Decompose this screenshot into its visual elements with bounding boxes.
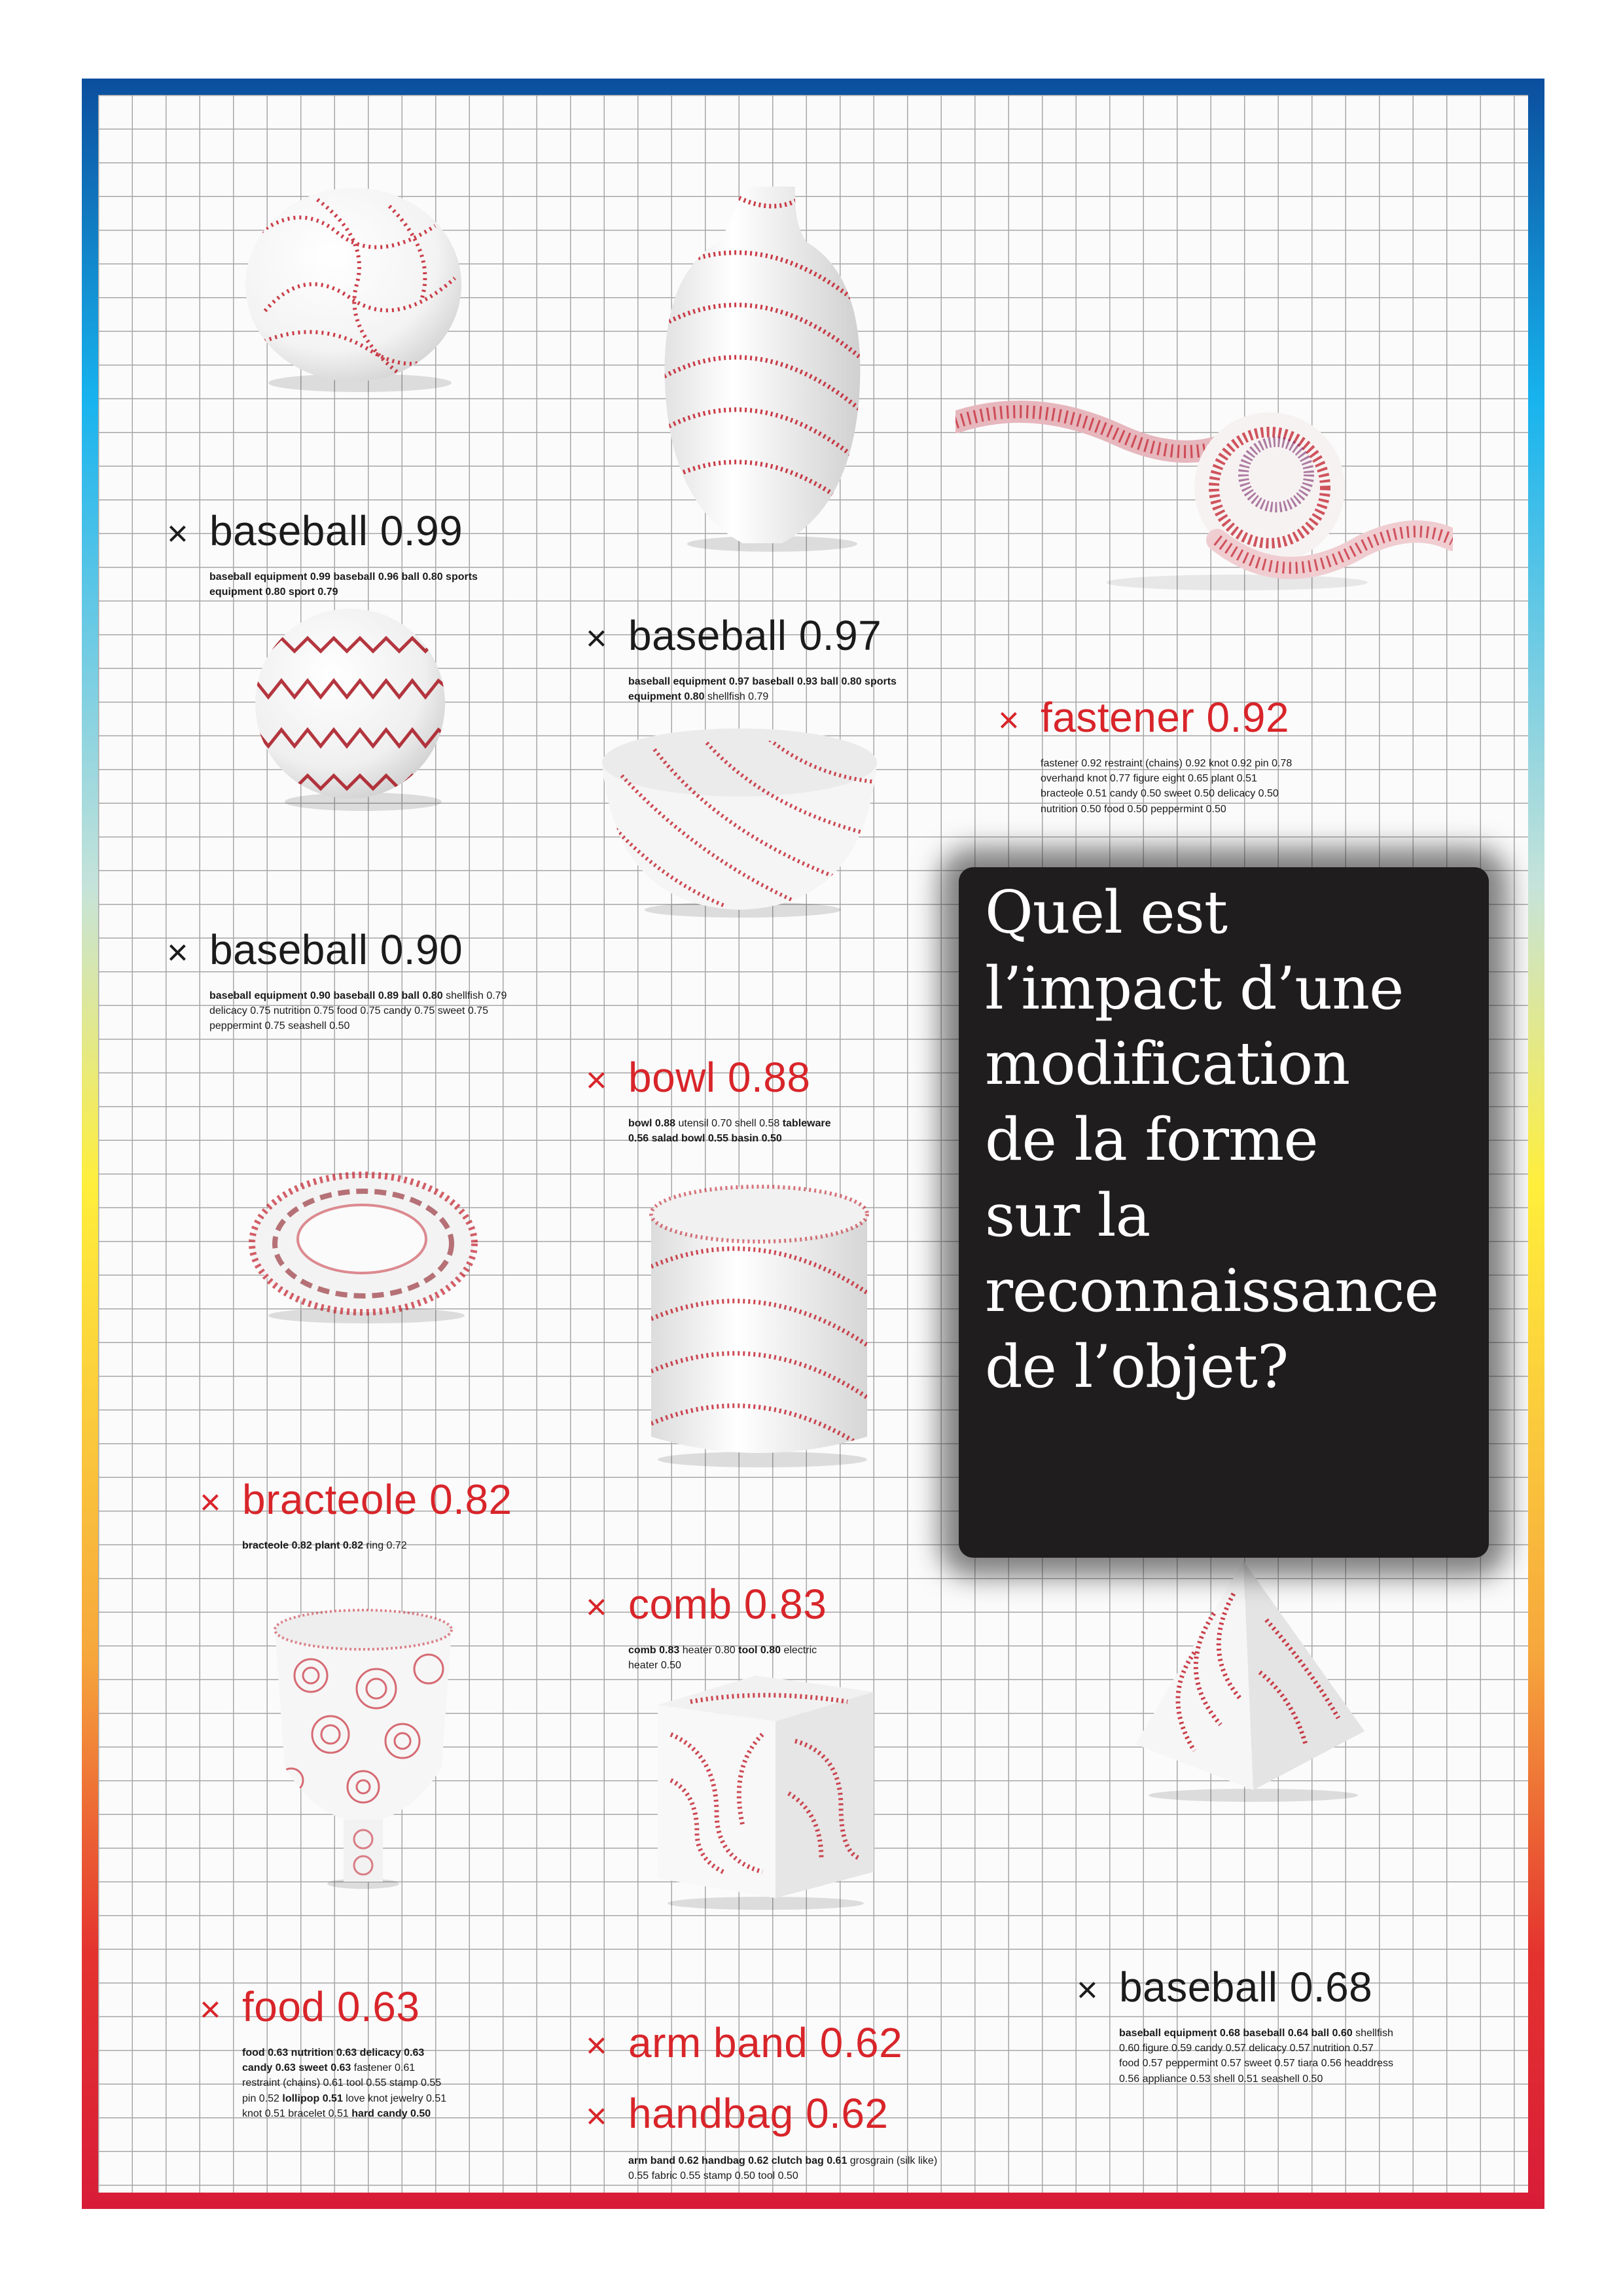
- prediction-label: food 0.63: [242, 1983, 420, 2030]
- wrong-mark-icon: ×: [200, 1481, 221, 1522]
- grid-paper: [98, 95, 1528, 2193]
- question-text: Quel est l’impact d’une modification de la forme sur la reconnaissance de l’objet?: [985, 878, 1438, 1401]
- prediction-scores: bowl 0.88 utensil 0.70 shell 0.58 tableware 0.56 salad bowl 0.55 basin 0.50: [628, 1118, 831, 1145]
- torus-render: [245, 1168, 481, 1325]
- prediction-scores: food 0.63 nutrition 0.63 delicacy 0.63 candy 0.63 sweet 0.63 fastener 0.61 restraint (chains) 0.61 tool 0.55 stamp 0.55 pin 0.52 lollipop 0.51 love knot jewelry 0.51 knot 0.51 bracelet 0.51 hard candy 0.50: [242, 2047, 447, 2119]
- prediction-scores: baseball equipment 0.90 baseball 0.89 ball 0.80 shellfish 0.79 delicacy 0.75 nutrition 0.75 food 0.75 candy 0.75 sweet 0.75 peppermint 0.75 seashell 0.50: [209, 990, 507, 1032]
- wrong-mark-icon: ×: [586, 2024, 607, 2066]
- knot-render: [955, 376, 1453, 592]
- correct-mark-icon: ×: [167, 512, 188, 554]
- prediction-label: fastener 0.92: [1041, 694, 1290, 741]
- prediction-label: bracteole 0.82: [242, 1476, 512, 1523]
- vase-render: [651, 180, 874, 553]
- sphere-zigzag-render: [242, 605, 458, 815]
- prediction-scores: arm band 0.62 handbag 0.62 clutch bag 0.61 grosgrain (silk like) 0.55 fabric 0.55 stamp 0.50 tool 0.50: [628, 2155, 938, 2182]
- bowl-render: [596, 723, 883, 920]
- prediction-label: bowl 0.88: [628, 1054, 811, 1101]
- correct-mark-icon: ×: [167, 931, 188, 973]
- correct-mark-icon: ×: [586, 617, 607, 658]
- prediction-scores: bracteole 0.82 plant 0.82 ring 0.72: [242, 1540, 407, 1551]
- wrong-mark-icon: ×: [586, 1059, 607, 1100]
- prediction-scores: fastener 0.92 restraint (chains) 0.92 knot 0.92 pin 0.78 overhand knot 0.77 figure eight 0.65 plant 0.51 bracteole 0.51 candy 0.50 sweet 0.50 delicacy 0.50 nutrition 0.50 food 0.50 peppermint 0.50: [1041, 758, 1293, 815]
- cube-render: [645, 1662, 887, 1911]
- wrong-mark-icon: ×: [586, 2095, 607, 2136]
- prediction-label-secondary: handbag 0.62: [628, 2090, 889, 2137]
- prediction-scores: comb 0.83 heater 0.80 tool 0.80 electric heater 0.50: [628, 1645, 817, 1672]
- correct-mark-icon: ×: [1077, 1969, 1098, 2010]
- prediction-label: baseball 0.97: [628, 612, 882, 659]
- wrong-mark-icon: ×: [586, 1586, 607, 1627]
- prediction-label: baseball 0.99: [209, 507, 463, 554]
- cylinder-render: [645, 1181, 874, 1469]
- prediction-label: baseball 0.90: [209, 926, 463, 973]
- prediction-scores: baseball equipment 0.68 baseball 0.64 ball 0.60 shellfish 0.60 figure 0.59 candy 0.57 delicacy 0.57 nutrition 0.57 food 0.57 peppermint 0.57 sweet 0.57 tiara 0.56 headdress 0.56 appliance 0.53 shell 0.51 seashell 0.50: [1119, 2028, 1393, 2085]
- tetrahedron-render: [1122, 1554, 1378, 1803]
- wrong-mark-icon: ×: [998, 699, 1020, 740]
- prediction-label: arm band 0.62: [628, 2019, 903, 2066]
- prediction-scores: baseball equipment 0.99 baseball 0.96 ball 0.80 sports equipment 0.80 sport 0.79: [209, 571, 478, 598]
- prediction-label: baseball 0.68: [1119, 1964, 1373, 2011]
- prediction-scores: baseball equipment 0.97 baseball 0.93 ball 0.80 sports equipment 0.80 shellfish 0.79: [628, 676, 897, 703]
- sphere-render: [239, 187, 468, 396]
- goblet-render: [265, 1604, 461, 1892]
- prediction-label: comb 0.83: [628, 1581, 827, 1628]
- poster-gradient-frame: [82, 79, 1544, 2209]
- wrong-mark-icon: ×: [200, 1988, 221, 2030]
